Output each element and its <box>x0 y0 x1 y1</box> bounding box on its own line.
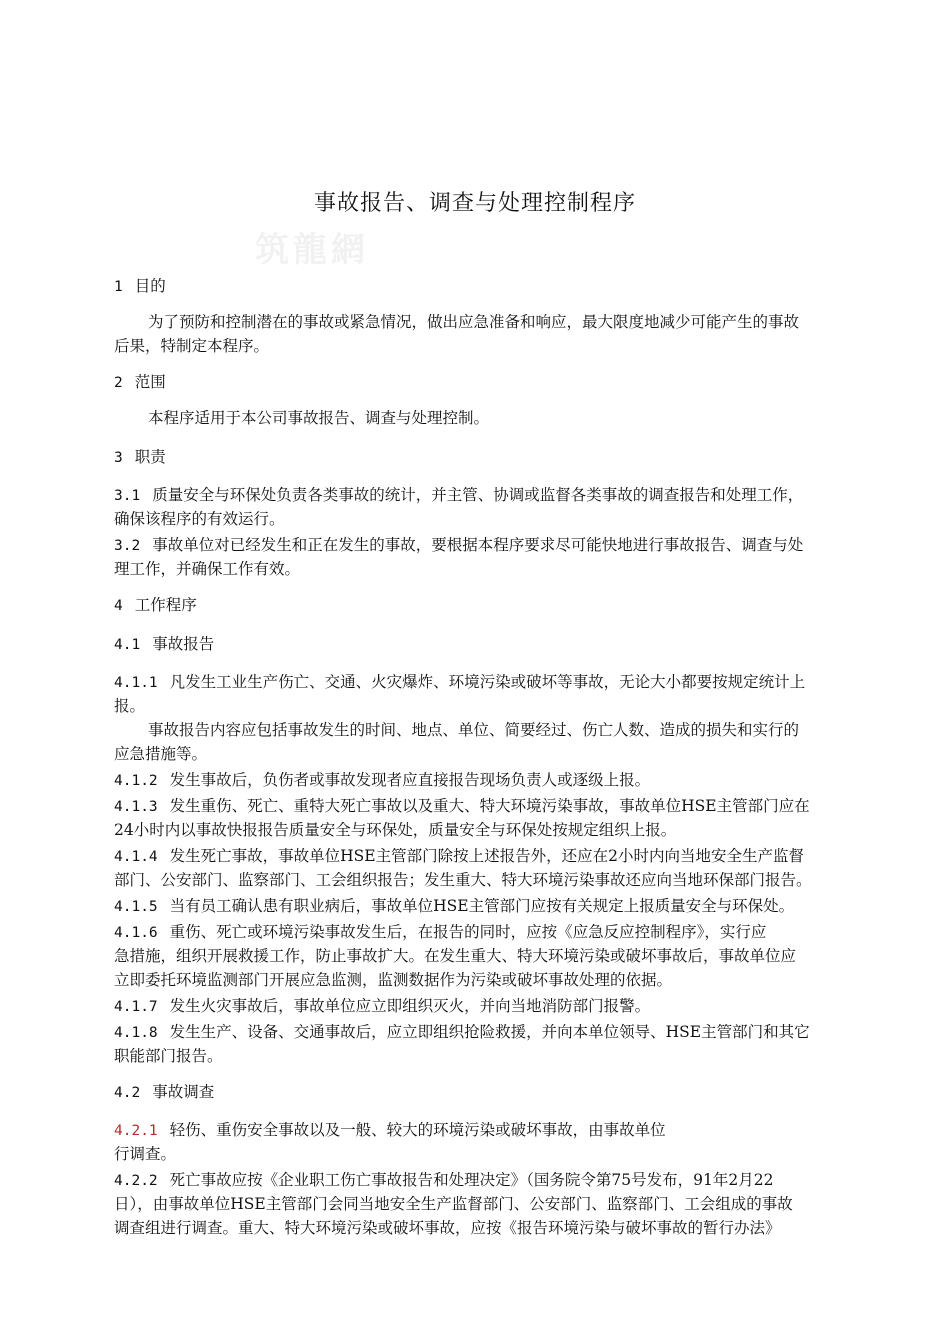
line-text: 日），由事故单位HSE主管部门会同当地安全生产监督部门、公安部门、监察部门、工会组成的事故 <box>114 1195 793 1213</box>
line-text: 工作程序 <box>134 596 197 614</box>
section-number: 4.1.1 <box>114 675 158 691</box>
section-line <box>114 630 864 660</box>
section-line <box>114 1078 864 1108</box>
line-text: 范围 <box>134 373 166 391</box>
line-text: 重伤、死亡或环境污染事故发生后，在报告的同时，应按《应急反应控制程序》，实行应 <box>169 923 767 941</box>
section-number: 4.2.1 <box>114 1123 158 1139</box>
paragraph-line <box>114 1140 864 1169</box>
section-number: 4.1.7 <box>114 999 158 1015</box>
line-text: 发生生产、设备、交通事故后，应立即组织抢险救援，并向本单位领导、HSE主管部门和其它 <box>169 1023 810 1041</box>
paragraph-line <box>114 332 864 361</box>
section-line <box>114 591 864 621</box>
line-text: 应急措施等。 <box>114 745 208 763</box>
line-text: 行调查。 <box>114 1145 177 1163</box>
line-text: 为了预防和控制潜在的事故或紧急情况，做出应急准备和响应，最大限度地减少可能产生的事故 <box>148 313 800 331</box>
line-text: 发生事故后，负伤者或事故发现者应直接报告现场负责人或逐级上报。 <box>169 771 651 789</box>
section-line <box>114 368 864 398</box>
line-text: 凡发生工业生产伤亡、交通、火灾爆炸、环境污染或破坏等事故，无论大小都要按规定统计上 <box>169 673 806 691</box>
paragraph-line <box>114 555 864 584</box>
line-text: 职能部门报告。 <box>114 1047 223 1065</box>
section-number: 4 <box>114 598 123 614</box>
section-number: 4.1 <box>114 637 141 653</box>
line-text: 部门、公安部门、监察部门、工会组织报告；发生重大、特大环境污染事故还应向当地环保部门报告。 <box>114 871 812 889</box>
watermark: 筑龍網 <box>255 230 369 270</box>
section-number: 4.2.2 <box>114 1173 158 1189</box>
line-text: 发生火灾事故后，事故单位应立即组织灭火，并向当地消防部门报警。 <box>169 997 651 1015</box>
line-text: 轻伤、重伤安全事故以及一般、较大的环境污染或破坏事故，由事故单位 <box>169 1121 666 1139</box>
line-text: 事故报告 <box>152 635 215 653</box>
section-number: 4.1.6 <box>114 925 158 941</box>
line-text: 理工作，并确保工作有效。 <box>114 560 301 578</box>
document-title: 事故报告、调查与处理控制程序 <box>313 191 636 216</box>
section-number: 4.1.5 <box>114 899 158 915</box>
section-number: 4.1.8 <box>114 1025 158 1041</box>
section-number: 4.1.4 <box>114 849 158 865</box>
line-text: 立即委托环境监测部门开展应急监测，监测数据作为污染或破坏事故处理的依据。 <box>114 971 673 989</box>
section-line <box>114 272 864 302</box>
paragraph-line <box>114 966 864 995</box>
paragraph-line <box>114 505 864 534</box>
line-text: 报。 <box>114 697 146 715</box>
paragraph-line <box>114 740 864 769</box>
line-text: 当有员工确认患有职业病后，事故单位HSE主管部门应按有关规定上报质量安全与环保处。 <box>169 897 795 915</box>
section-number: 1 <box>114 279 123 295</box>
paragraph-line <box>114 1042 864 1071</box>
line-text: 本程序适用于本公司事故报告、调查与处理控制。 <box>148 409 490 427</box>
line-text: 确保该程序的有效运行。 <box>114 510 285 528</box>
line-text: 目的 <box>134 277 166 295</box>
line-text: 调查组进行调查。重大、特大环境污染或破坏事故，应按《报告环境污染与破坏事故的暂行办法》 <box>114 1219 781 1237</box>
section-number: 2 <box>114 375 123 391</box>
line-text: 事故调查 <box>152 1083 215 1101</box>
section-number: 4.1.3 <box>114 799 158 815</box>
line-text: 24小时内以事故快报报告质量安全与环保处，质量安全与环保处按规定组织上报。 <box>114 821 677 839</box>
line-text: 事故报告内容应包括事故发生的时间、地点、单位、简要经过、伤亡人数、造成的损失和实行的 <box>148 721 800 739</box>
line-text: 急措施，组织开展救援工作，防止事故扩大。在发生重大、特大环境污染或破坏事故后，事故单位应 <box>114 947 797 965</box>
paragraph-line <box>114 1214 864 1243</box>
section-number: 3.1 <box>114 488 141 504</box>
paragraph-line <box>114 816 864 845</box>
line-text: 发生重伤、死亡、重特大死亡事故以及重大、特大环境污染事故，事故单位HSE主管部门应在 <box>169 797 810 815</box>
line-text: 后果，特制定本程序。 <box>114 337 270 355</box>
section-number: 3.2 <box>114 538 141 554</box>
section-number: 3 <box>114 450 123 466</box>
line-text: 发生死亡事故，事故单位HSE主管部门除按上述报告外，还应在2小时内向当地安全生产监督 <box>169 847 804 865</box>
line-text: 职责 <box>134 448 166 466</box>
paragraph-line <box>114 404 898 433</box>
line-text: 死亡事故应按《企业职工伤亡事故报告和处理决定》（国务院令第75号发布，91年2月22 <box>169 1171 774 1189</box>
line-text: 质量安全与环保处负责各类事故的统计，并主管、协调或监督各类事故的调查报告和处理工作， <box>152 486 804 504</box>
paragraph-line <box>114 866 864 895</box>
section-line <box>114 443 864 473</box>
section-number: 4.1.2 <box>114 773 158 789</box>
section-number: 4.2 <box>114 1085 141 1101</box>
line-text: 事故单位对已经发生和正在发生的事故，要根据本程序要求尽可能快地进行事故报告、调查与处 <box>152 536 804 554</box>
